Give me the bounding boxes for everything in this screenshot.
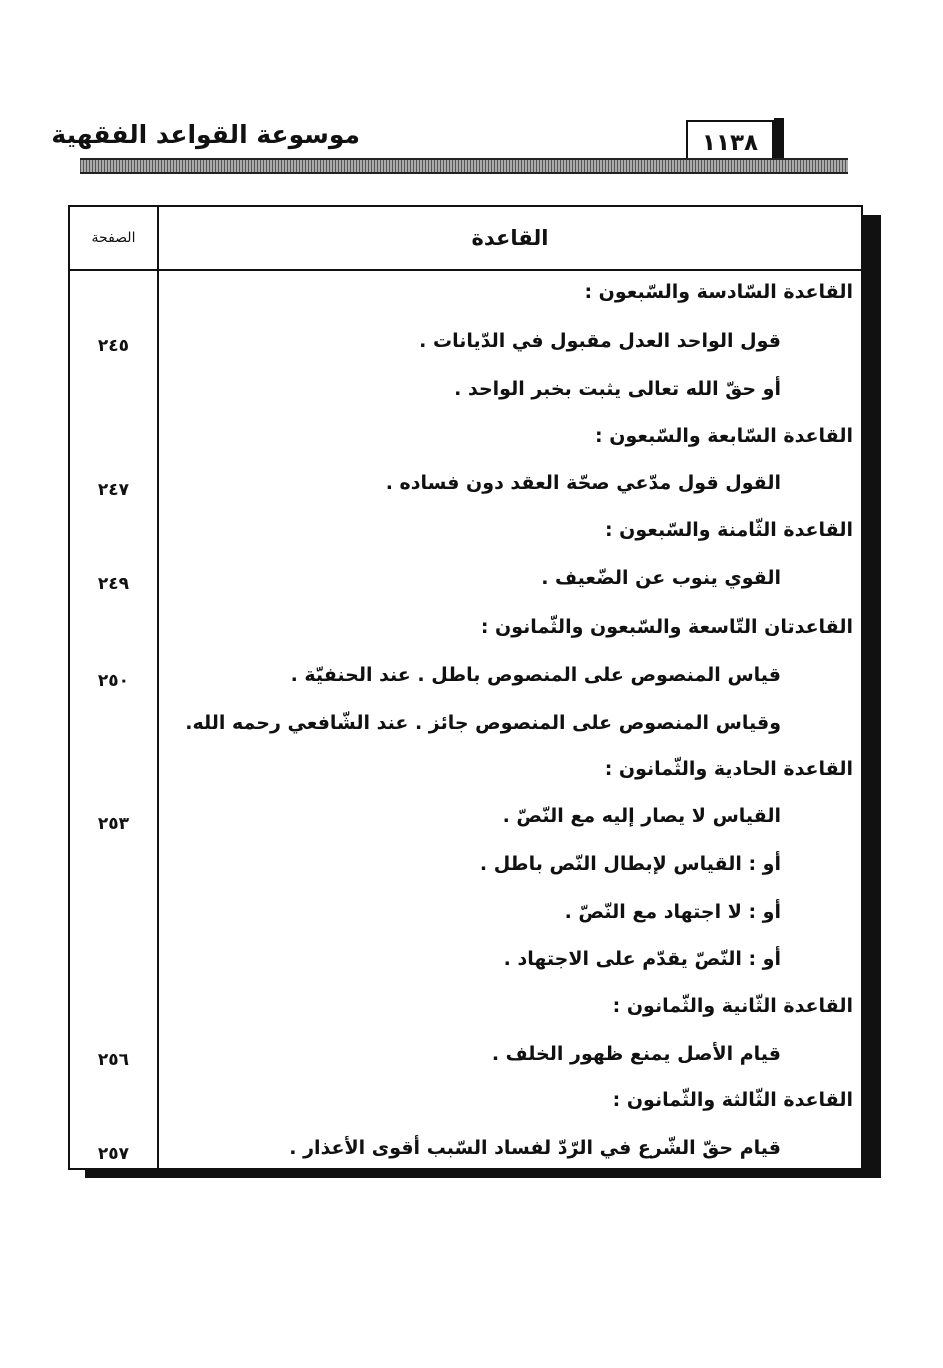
page-ref: ٢٥٦ <box>97 1050 130 1070</box>
rule-text: قيام الأصل يمنع ظهور الخلف . <box>491 1043 781 1065</box>
rule-text: القول قول مدّعي صحّة العقد دون فساده . <box>385 472 781 494</box>
rule-heading: القاعدة الثّالثة والثّمانون : <box>612 1089 853 1111</box>
rule-heading: القاعدة الثّانية والثّمانون : <box>612 995 853 1017</box>
rule-text: أو حقّ الله تعالى يثبت بخبر الواحد . <box>454 378 781 400</box>
rule-text: القياس لا يصار إليه مع النّصّ . <box>502 805 781 827</box>
page-ref: ٢٤٧ <box>97 480 130 500</box>
rule-text: وقياس المنصوص على المنصوص جائز . عند الشّافعي رحمه الله. <box>185 712 781 734</box>
rule-text: أو : لا اجتهاد مع النّصّ . <box>564 901 781 923</box>
header-title: موسوعة القواعد الفقهية <box>51 120 360 149</box>
table-shadow-right <box>863 215 881 1178</box>
rule-heading: القاعدة الحادية والثّمانون : <box>604 758 853 780</box>
header-rule <box>80 158 848 174</box>
page-ref: ٢٥٠ <box>97 671 130 691</box>
page-number: ١١٣٨ <box>686 120 774 164</box>
column-header-rule: القاعدة <box>471 226 549 250</box>
column-divider <box>157 207 159 1168</box>
rule-heading: القاعدة السّابعة والسّبعون : <box>595 425 853 447</box>
rule-text: قياس المنصوص على المنصوص باطل . عند الحنفيّة . <box>290 664 781 686</box>
toc-table <box>68 205 863 1170</box>
rule-text: أو : القياس لإبطال النّص باطل . <box>479 853 781 875</box>
page-ref: ٢٤٥ <box>97 336 130 356</box>
column-header-page: الصفحة <box>91 230 136 246</box>
rule-text: أو : النّصّ يقدّم على الاجتهاد . <box>503 948 781 970</box>
rule-heading: القاعدتان التّاسعة والسّبعون والثّمانون : <box>480 616 853 638</box>
rule-text: قول الواحد العدل مقبول في الدّيانات . <box>419 330 781 352</box>
header-divider <box>70 269 861 271</box>
rule-text: القوي ينوب عن الضّعيف . <box>541 567 781 589</box>
page-ref: ٢٥٣ <box>97 814 130 834</box>
page-ref: ٢٥٧ <box>97 1144 130 1164</box>
rule-heading: القاعدة الثّامنة والسّبعون : <box>604 519 853 541</box>
rule-heading: القاعدة السّادسة والسّبعون : <box>584 281 853 303</box>
rule-text: قيام حقّ الشّرع في الرّدّ لفساد السّبب أقوى الأعذار . <box>289 1137 781 1159</box>
page-ref: ٢٤٩ <box>97 574 130 594</box>
